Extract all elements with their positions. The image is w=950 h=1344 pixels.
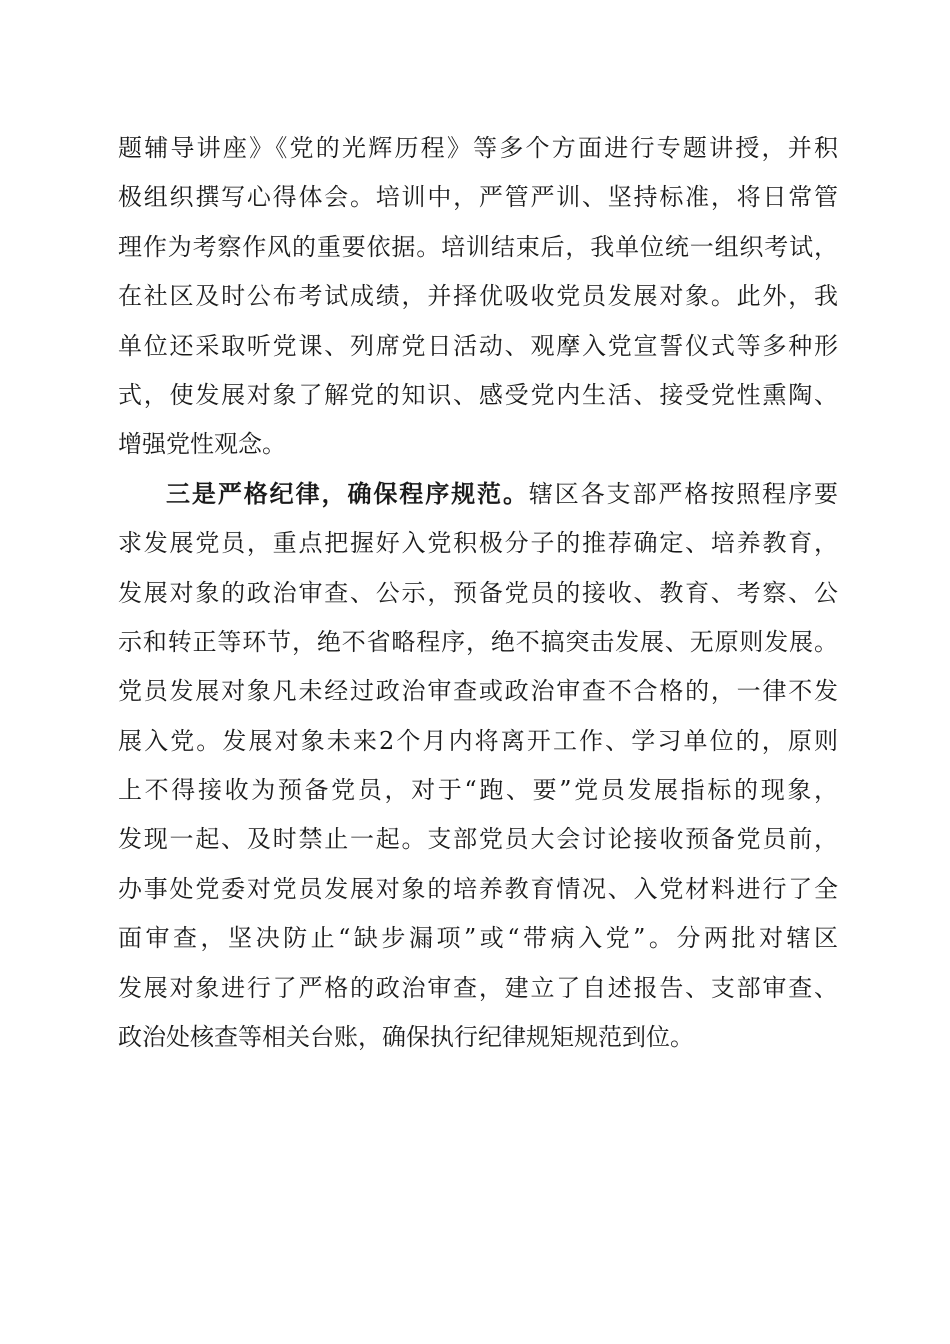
text-line: 发现一起、及时禁止一起。支部党员大会讨论接收预备党员前， — [118, 825, 838, 854]
text-line: 题辅导讲座》《党的光辉历程》等多个方面进行专题讲授，并积 — [118, 134, 838, 162]
document-body — [118, 124, 838, 1062]
text-line: 式，使发展对象了解党的知识、感受党内生活、接受党性熏陶、 — [118, 380, 838, 409]
paragraph-training — [118, 124, 838, 470]
text-line: 求发展党员，重点把握好入党积极分子的推荐确定、培养教育， — [118, 529, 838, 558]
text-line: 单位还采取听党课、列席党日活动、观摩入党宣誓仪式等多种形 — [118, 331, 838, 360]
text-line: 增强党性观念。 — [118, 430, 286, 459]
text-line: 示和转正等环节，绝不省略程序，绝不搞突击发展、无原则发展。 — [118, 627, 838, 656]
paragraph-heading: 三是严格纪律，确保程序规范。 — [166, 479, 529, 508]
text-line: 发展对象的政治审查、公示，预备党员的接收、教育、考察、公 — [118, 578, 838, 607]
text-line: 上不得接收为预备党员，对于“跑、要”党员发展指标的现象， — [118, 776, 838, 805]
text-line: 理作为考察作风的重要依据。培训结束后，我单位统一组织考试， — [118, 232, 838, 261]
paragraph-first-line — [118, 470, 838, 519]
text-line: 发展对象进行了严格的政治审查，建立了自述报告、支部审查、 — [118, 973, 838, 1002]
text-line: 党员发展对象凡未经过政治审查或政治审查不合格的，一律不发 — [118, 677, 838, 706]
text-line: 办事处党委对党员发展对象的培养教育情况、入党材料进行了全 — [118, 874, 838, 903]
text-line: 极组织撰写心得体会。培训中，严管严训、坚持标准，将日常管 — [118, 183, 838, 212]
text-line: 政治处核查等相关台账，确保执行纪律规矩规范到位。 — [118, 1023, 694, 1052]
paragraph-discipline — [118, 470, 838, 1063]
text-line: 在社区及时公布考试成绩，并择优吸收党员发展对象。此外，我 — [118, 282, 838, 311]
text-span: 辖区各支部严格按照程序要 — [528, 479, 839, 508]
text-line: 面审查，坚决防止“缺步漏项”或“带病入党”。分两批对辖区 — [118, 924, 838, 953]
text-line: 展入党。发展对象未来2个月内将离开工作、学习单位的，原则 — [118, 726, 838, 755]
